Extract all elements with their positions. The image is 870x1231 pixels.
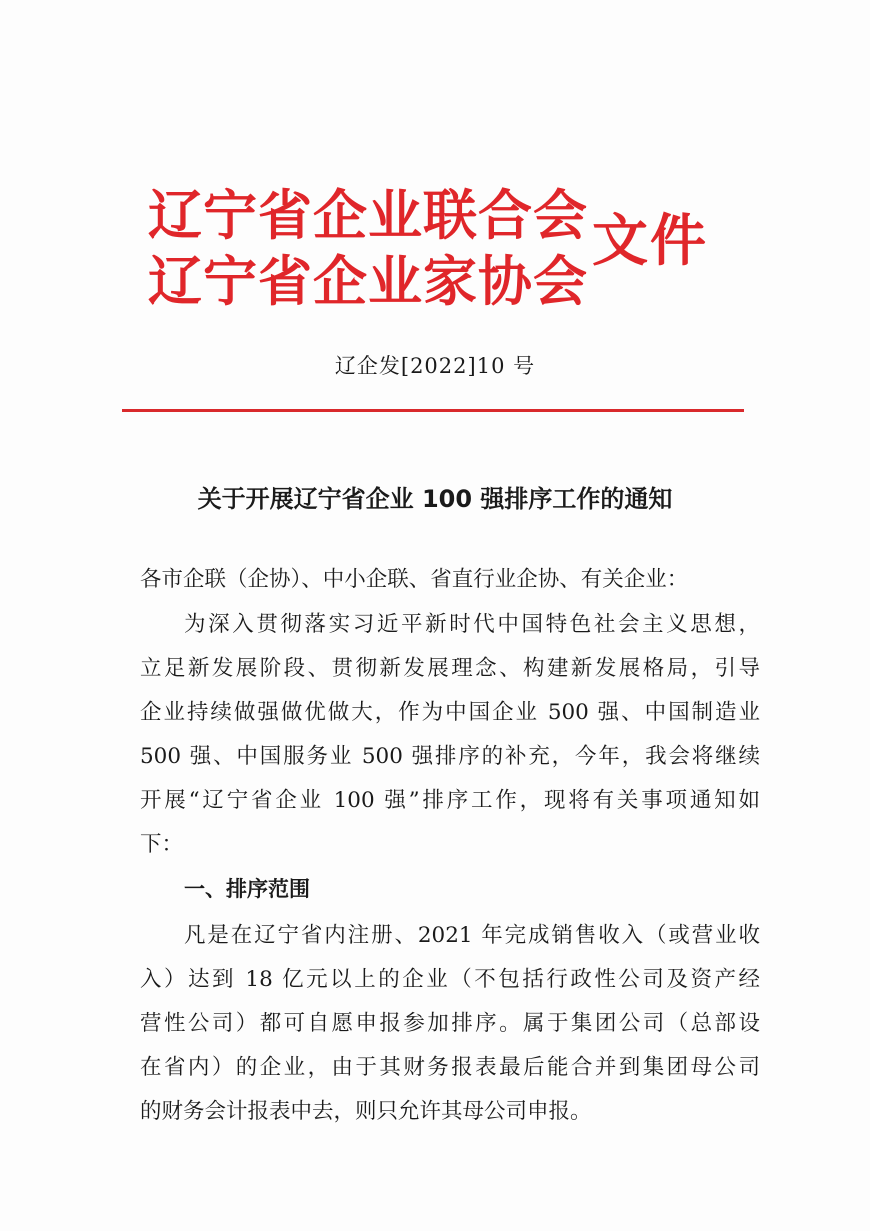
paragraph-line: 立足新发展阶段、贯彻新发展理念、构建新发展格局，引导 xyxy=(140,656,760,681)
paragraph-line: 在省内）的企业，由于其财务报表最后能合并到集团母公司 xyxy=(140,1055,760,1080)
paragraph-line: 下： xyxy=(140,832,184,857)
paragraph-line: 开展“辽宁省企业 100 强”排序工作，现将有关事项通知如 xyxy=(140,788,760,813)
paragraph-scope xyxy=(140,914,760,1134)
paragraph-line: 入）达到 18 亿元以上的企业（不包括行政性公司及资产经 xyxy=(140,967,760,992)
red-divider-line xyxy=(122,409,744,412)
paragraph-line: 营性公司）都可自愿申报参加排序。属于集团公司（总部设 xyxy=(140,1011,760,1036)
org-name-line-1: 辽宁省企业联合会 xyxy=(148,184,588,247)
paragraph-line: 500 强、中国服务业 500 强排序的补充，今年，我会将继续 xyxy=(140,744,760,769)
section-heading: 一、排序范围 xyxy=(184,877,310,901)
document-number: 辽企发[2022]10 号 xyxy=(334,354,536,378)
paragraph-line: 企业持续做强做优做大，作为中国企业 500 强、中国制造业 xyxy=(140,700,760,725)
org-name-line-2: 辽宁省企业家协会 xyxy=(148,250,588,313)
paragraph-line: 的财务会计报表中去，则只允许其母公司申报。 xyxy=(140,1099,592,1124)
paragraph-line: 凡是在辽宁省内注册、2021 年完成销售收入（或营业收 xyxy=(184,923,760,948)
paragraph-line: 为深入贯彻落实习近平新时代中国特色社会主义思想， xyxy=(184,612,760,637)
salutation-text: 各市企联（企协）、中小企联、省直行业企协、有关企业： xyxy=(140,567,689,592)
document-type-label: 文件 xyxy=(592,209,708,274)
paragraph-intro xyxy=(140,603,760,867)
notice-title: 关于开展辽宁省企业 100 强排序工作的通知 xyxy=(197,485,673,513)
salutation xyxy=(140,558,760,602)
